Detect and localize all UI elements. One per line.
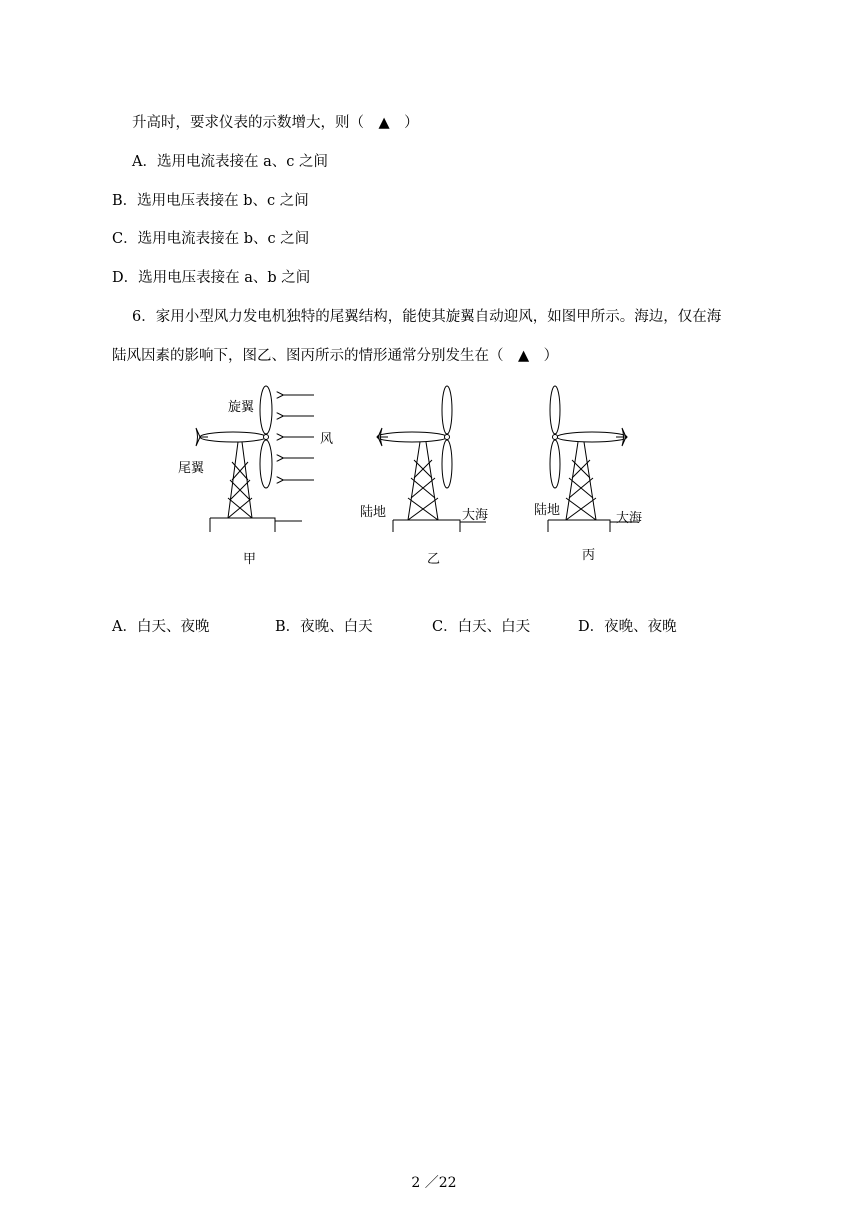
windmill-jia xyxy=(196,386,314,532)
q5-option-a: A．选用电流表接在 a、c 之间 xyxy=(132,154,328,170)
q6-option-d: D．夜晚、夜晚 xyxy=(578,619,677,635)
yi-sea-label: 大海 xyxy=(462,508,489,523)
q5-stem-continuation: 升高时，要求仪表的示数增大，则（ ▲ ） xyxy=(132,115,419,131)
q6-options xyxy=(0,617,868,639)
bing-sea-label: 大海 xyxy=(616,511,643,526)
q5-option-b: B．选用电压表接在 b、c 之间 xyxy=(112,193,309,209)
q6-stem-line2: 陆风因素的影响下，图乙、图丙所示的情形通常分别发生在（ ▲ ） xyxy=(112,348,559,364)
q5-option-d: D．选用电压表接在 a、b 之间 xyxy=(112,270,311,286)
wind-label: 风 xyxy=(320,432,334,447)
q5-option-c: C．选用电流表接在 b、c 之间 xyxy=(112,231,310,247)
caption-bing: 丙 xyxy=(582,548,596,563)
caption-jia: 甲 xyxy=(243,552,257,567)
q6-option-a: A．白天、夜晚 xyxy=(112,619,210,635)
q6-option-c: C．白天、白天 xyxy=(432,619,531,635)
q6-stem-line1: 6．家用小型风力发电机独特的尾翼结构，能使其旋翼自动迎风，如图甲所示。海边，仅在海 xyxy=(132,309,722,325)
rotor-label: 旋翼 xyxy=(228,400,255,415)
yi-land-label: 陆地 xyxy=(360,505,387,520)
caption-yi: 乙 xyxy=(427,552,441,567)
windmill-figure xyxy=(150,380,690,580)
bing-land-label: 陆地 xyxy=(534,503,561,518)
tail-label: 尾翼 xyxy=(178,461,205,476)
page-number: 2 ／22 xyxy=(411,1175,457,1191)
q6-option-b: B．夜晚、白天 xyxy=(275,619,373,635)
